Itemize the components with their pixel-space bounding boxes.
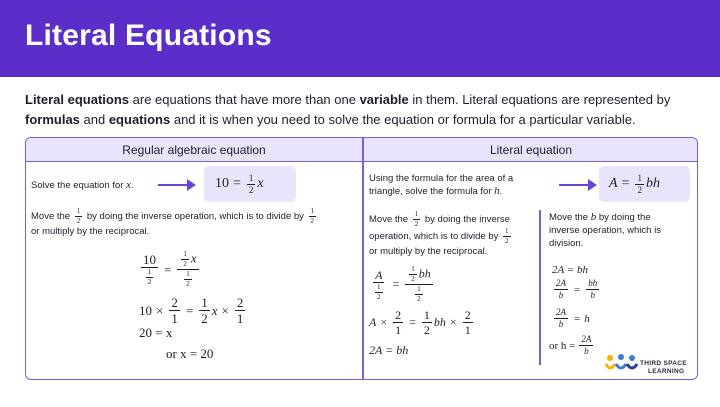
method-text: division. — [549, 238, 584, 249]
given-equation: 10 = $\frac{1}{2}$ x — [215, 172, 264, 195]
method-text: Move the — [31, 211, 73, 223]
right-b-method-text — [549, 211, 697, 250]
b-step-4-label: or h = — [549, 339, 576, 352]
column-divider — [362, 138, 364, 380]
method-text: inverse operation, which is — [549, 225, 661, 236]
b-step-3: $\frac{2A}{b}$ = h — [556, 307, 590, 329]
method-text: by doing the — [596, 212, 651, 223]
work-step-1: $\frac{10}{\frac{1}{2}}$ = $\frac{1}{2}$ x $\frac{1}{2}$ — [143, 250, 197, 288]
method-text: by doing the inverse operation, which is to divide by — [84, 211, 307, 223]
comparison-table — [25, 137, 698, 380]
left-instruction — [31, 179, 134, 192]
right-instruction — [369, 172, 549, 198]
variable-x: x — [126, 179, 131, 191]
third-space-learning-logo-icon — [604, 354, 638, 381]
variable-h: h — [494, 185, 500, 197]
intro-paragraph — [25, 90, 705, 129]
method-text: Move the — [369, 214, 411, 226]
work-step-2: 10 × $\frac{2}{1}$ = $\frac{1}{2}$ x × $\frac{2}{1}$ — [139, 295, 244, 326]
intro-text: and it is when you need to solve the equation or formula for a particular variable. — [170, 111, 636, 127]
header-bar — [0, 0, 720, 77]
logo-line-1: THIRD SPACE — [640, 360, 687, 367]
area-formula: A = $\frac{1}{2}$ bh — [609, 172, 660, 195]
logo-line-2: LEARNING — [648, 368, 685, 375]
intro-term: Literal equations — [25, 92, 130, 107]
inner-divider — [539, 210, 541, 365]
arrow-icon — [559, 184, 595, 186]
left-column-heading: Regular algebraic equation — [26, 138, 362, 162]
intro-text: and — [79, 111, 109, 127]
intro-text: in them. Literal equations are represented by — [408, 92, 671, 107]
method-text: or multiply by the reciprocal. — [31, 226, 150, 237]
b-step-2: $\frac{2A}{b}$ = $\frac{bh}{b}$ — [556, 278, 598, 300]
b-step-1: 2A = bh — [552, 264, 588, 276]
logo-text — [640, 360, 687, 376]
instruction-text: Using the formula for the area of a — [369, 173, 514, 184]
literal-step-2: A × $\frac{2}{1}$ = $\frac{1}{2}$ bh × $\frac{2}{1}$ — [369, 308, 471, 337]
right-column-heading: Literal equation — [363, 138, 698, 162]
arrow-icon — [158, 184, 194, 186]
intro-term: variable — [359, 92, 409, 107]
instruction-period: . — [499, 186, 503, 197]
page-title: Literal Equations — [25, 19, 272, 52]
literal-step-3: 2A = bh — [369, 343, 409, 357]
literal-step-1: $\frac{A}{\frac{1}{2}}$ = $\frac{1}{2}$ bh $\frac{1}{2}$ — [375, 265, 431, 303]
method-text: operation, which is to divide by — [369, 231, 502, 243]
work-step-4: or x = 20 — [166, 346, 214, 361]
intro-term: equations — [108, 111, 171, 127]
right-method-text: Move the $\frac{1}{2}$ by doing the inverse operation, which is to divide by $\frac{1}{2}$ or multiply by the reciprocal. — [369, 210, 510, 257]
b-step-4: or h = $\frac{2A}{b}$ — [549, 334, 592, 356]
variable-b: b — [590, 211, 597, 223]
instruction-text: Solve the equation for — [31, 180, 127, 191]
method-text: by doing the inverse — [422, 214, 510, 226]
work-step-3: 20 = x — [139, 325, 173, 340]
intro-term: formulas — [25, 111, 80, 127]
intro-text: are equations that have more than one — [129, 92, 360, 107]
instruction-text: triangle, solve the formula for — [369, 186, 495, 197]
left-method-text: Move the $\frac{1}{2}$ by doing the inverse operation, which is to divide by $\frac{1}{2}$ or multiply by the reciprocal. — [31, 207, 315, 237]
method-text: or multiply by the reciprocal. — [369, 246, 488, 257]
method-text: Move the — [549, 212, 591, 223]
instruction-period: . — [130, 180, 134, 191]
